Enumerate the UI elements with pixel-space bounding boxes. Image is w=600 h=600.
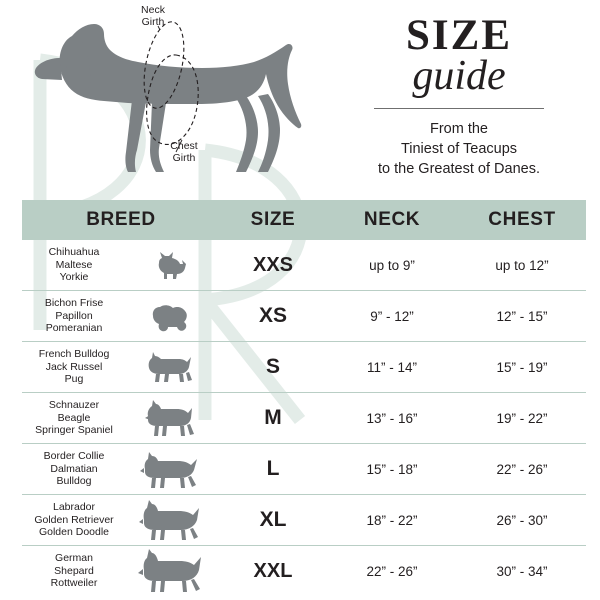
table-row bbox=[22, 393, 586, 444]
breed-list bbox=[22, 444, 121, 495]
chest-value: 26” - 30” bbox=[496, 512, 548, 528]
chest-value: 19” - 22” bbox=[496, 410, 548, 426]
column-header-size: SIZE bbox=[220, 200, 326, 240]
breed-name: French Bulldog bbox=[38, 348, 110, 361]
size-value: L bbox=[266, 457, 280, 480]
neck-girth-label bbox=[118, 4, 188, 28]
breed-list bbox=[22, 546, 121, 597]
table-row bbox=[22, 342, 586, 393]
page-subtitle-word: guide bbox=[412, 53, 506, 99]
neck-value: up to 9” bbox=[369, 257, 415, 273]
breed-name: Pug bbox=[64, 373, 84, 386]
neck-girth-label-line2: Girth bbox=[141, 16, 165, 28]
tagline-line2: Tiniest of Teacups bbox=[400, 141, 518, 157]
size-value: XXS bbox=[252, 253, 294, 276]
neck-value: 13” - 16” bbox=[366, 410, 418, 426]
breed-name: Bulldog bbox=[56, 475, 92, 488]
chest-value: 22” - 26” bbox=[496, 461, 548, 477]
breed-name: Pomeranian bbox=[45, 322, 103, 335]
breed-list bbox=[22, 393, 121, 444]
breed-name: Beagle bbox=[57, 411, 91, 424]
neck-value: 11” - 14” bbox=[366, 359, 418, 375]
chihuahua-icon bbox=[121, 240, 220, 291]
chest-value: up to 12” bbox=[495, 257, 549, 273]
breed-name: Dalmatian bbox=[50, 462, 98, 475]
dog-diagram bbox=[0, 0, 318, 200]
chest-girth-label bbox=[148, 140, 220, 164]
size-value: XS bbox=[258, 304, 287, 327]
bulldog-icon bbox=[121, 342, 220, 393]
chest-value: 15” - 19” bbox=[496, 359, 548, 375]
breed-name: Border Collie bbox=[43, 450, 105, 463]
schnauzer-icon bbox=[121, 393, 220, 444]
breed-list bbox=[22, 342, 121, 393]
breed-name: Schnauzer bbox=[48, 399, 100, 412]
size-value: XL bbox=[259, 508, 287, 531]
neck-value: 22” - 26” bbox=[366, 563, 418, 579]
dog-illustration bbox=[0, 0, 318, 200]
table-row bbox=[22, 546, 586, 597]
title-divider bbox=[374, 108, 544, 109]
breed-name: Rottweiler bbox=[50, 577, 98, 590]
neck-value: 9” - 12” bbox=[370, 308, 414, 324]
breed-name: Labrador bbox=[52, 501, 96, 514]
neck-value: 15” - 18” bbox=[366, 461, 418, 477]
table-row bbox=[22, 240, 586, 291]
table-header bbox=[22, 200, 586, 240]
breed-name: Shepard bbox=[54, 564, 94, 577]
breed-name: German bbox=[55, 552, 93, 565]
header-section bbox=[0, 0, 600, 200]
tagline-line1: From the bbox=[429, 121, 488, 137]
collie-icon bbox=[121, 444, 220, 495]
table-header-row bbox=[22, 200, 586, 240]
neck-value: 18” - 22” bbox=[366, 512, 418, 528]
chest-girth-label-line1: Chest bbox=[170, 140, 198, 152]
tagline-line3: to the Greatest of Danes. bbox=[377, 161, 540, 177]
breed-name: Jack Russel bbox=[45, 360, 103, 373]
table-body bbox=[22, 240, 586, 596]
column-header-chest: CHEST bbox=[458, 200, 586, 240]
title-block bbox=[318, 0, 600, 200]
size-value: S bbox=[265, 355, 280, 378]
breed-list bbox=[22, 240, 121, 291]
breed-name: Golden Retriever bbox=[34, 513, 114, 526]
breed-name: Yorkie bbox=[59, 271, 89, 284]
breed-name: Golden Doodle bbox=[38, 526, 110, 539]
breed-name: Chihuahua bbox=[48, 246, 100, 259]
breed-name: Papillon bbox=[55, 309, 93, 322]
bichon-icon bbox=[121, 291, 220, 342]
neck-girth-label-line1: Neck bbox=[141, 4, 165, 16]
size-table bbox=[22, 200, 586, 596]
breed-name: Springer Spaniel bbox=[35, 424, 113, 437]
column-header-neck: NECK bbox=[326, 200, 458, 240]
tagline bbox=[318, 119, 600, 179]
labrador-icon bbox=[121, 495, 220, 546]
table-row bbox=[22, 444, 586, 495]
breed-name: Bichon Frise bbox=[44, 297, 104, 310]
table-row bbox=[22, 495, 586, 546]
chest-value: 30” - 34” bbox=[496, 563, 548, 579]
size-value: M bbox=[264, 406, 282, 429]
chest-girth-label-line2: Girth bbox=[172, 152, 196, 164]
size-value: XXL bbox=[253, 559, 293, 582]
chest-value: 12” - 15” bbox=[496, 308, 548, 324]
page-title: SIZE bbox=[405, 12, 512, 59]
table-row bbox=[22, 291, 586, 342]
breed-list bbox=[22, 291, 121, 342]
breed-name: Maltese bbox=[55, 258, 93, 271]
size-table-container bbox=[0, 200, 600, 596]
column-header-breed: BREED bbox=[22, 200, 220, 240]
shepherd-icon bbox=[121, 546, 220, 597]
breed-list bbox=[22, 495, 121, 546]
